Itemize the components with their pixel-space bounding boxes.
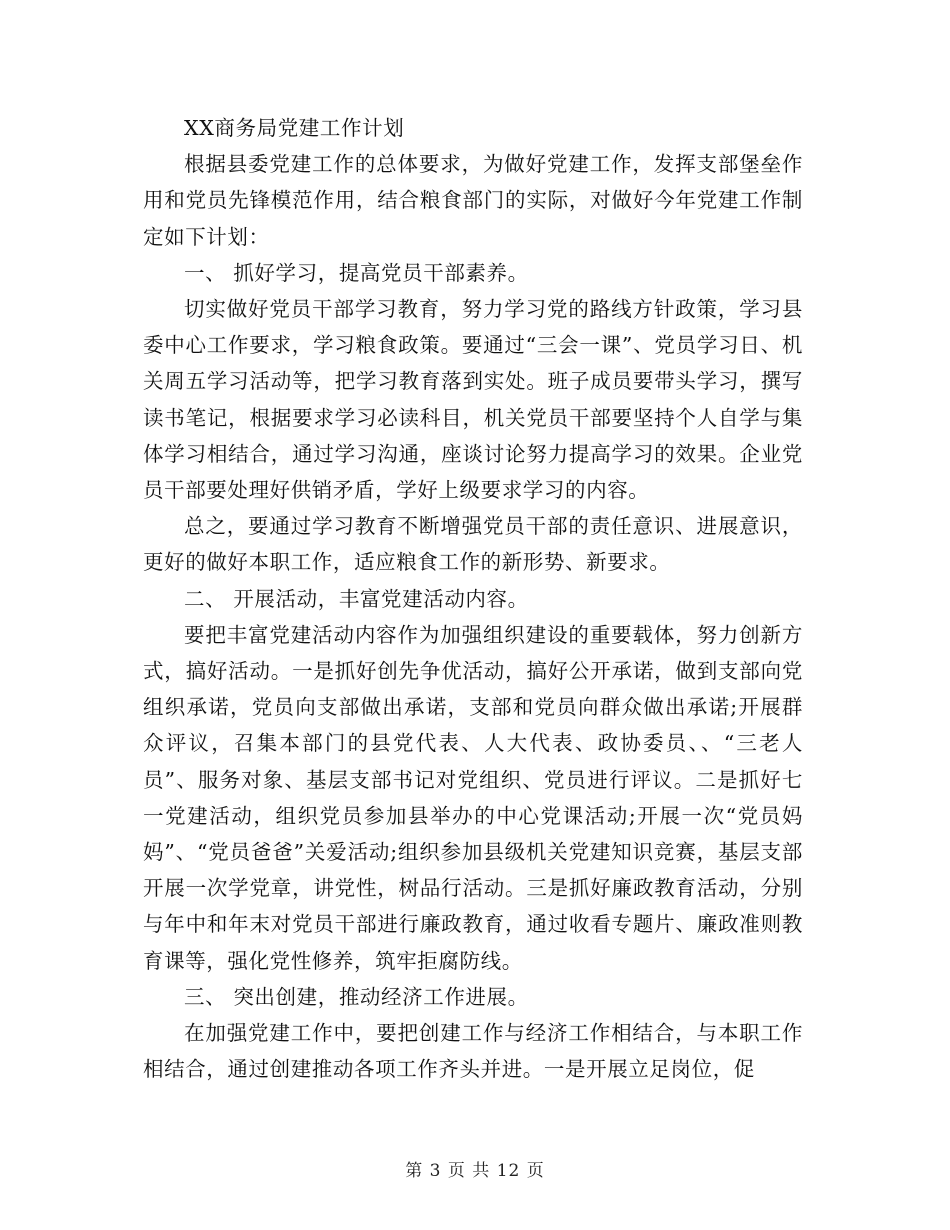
section-heading-2: 二、 开展活动，丰富党建活动内容。 xyxy=(184,586,529,611)
section-heading-1: 一、 抓好学习，提高党员干部素养。 xyxy=(184,260,529,285)
document-body xyxy=(143,110,803,1087)
section-heading-3: 三、 突出创建，推动经济工作进展。 xyxy=(184,984,529,1009)
section-1-paragraph: 切实做好党员干部学习教育，努力学习党的路线方针政策，学习县委中心工作要求，学习粮食政策。要通过“三会一课”、党员学习日、机关周五学习活动等，把学习教育落到实处。班子成员要带头学习，撰写读书笔记，根据要求学习必读科目，机关党员干部要坚持个人自学与集体学习相结合，通过学习沟通，座谈讨论努力提高学习的效果。企业党员干部要处理好供销矛盾，学好上级要求学习的内容。 xyxy=(143,297,803,503)
intro-paragraph: 根据县委党建工作的总体要求，为做好党建工作，发挥支部堡垒作用和党员先锋模范作用，结合粮食部门的实际，对做好今年党建工作制定如下计划： xyxy=(143,152,803,249)
section-3-paragraph: 在加强党建工作中，要把创建工作与经济工作相结合，与本职工作相结合，通过创建推动各项工作齐头并进。一是开展立足岗位，促 xyxy=(143,1021,803,1082)
section-1-summary-paragraph: 总之，要通过学习教育不断增强党员干部的责任意识、进展意识，更好的做好本职工作，适应粮食工作的新形势、新要求。 xyxy=(143,514,803,575)
page-number-indicator: 第 3 页 共 12 页 xyxy=(405,1161,545,1181)
document-title: XX商务局党建工作计划 xyxy=(184,116,405,140)
page-footer xyxy=(0,1156,950,1181)
section-2-paragraph: 要把丰富党建活动内容作为加强组织建设的重要载体，努力创新方式，搞好活动。一是抓好创先争优活动，搞好公开承诺，做到支部向党组织承诺，党员向支部做出承诺，支部和党员向群众做出承诺;开展群众评议，召集本部门的县党代表、人大代表、政协委员、、“三老人员”、服务对象、基层支部书记对党组织、党员进行评议。二是抓好七一党建活动，组织党员参加县举办的中心党课活动;开展一次“党员妈妈”、“党员爸爸”关爱活动;组织参加县级机关党建知识竞赛，基层支部开展一次学党章，讲党性，树品行活动。三是抓好廉政教育活动，分别与年中和年末对党员干部进行廉政教育，通过收看专题片、廉政准则教育课等，强化党性修养，筑牢拒腐防线。 xyxy=(143,622,803,973)
